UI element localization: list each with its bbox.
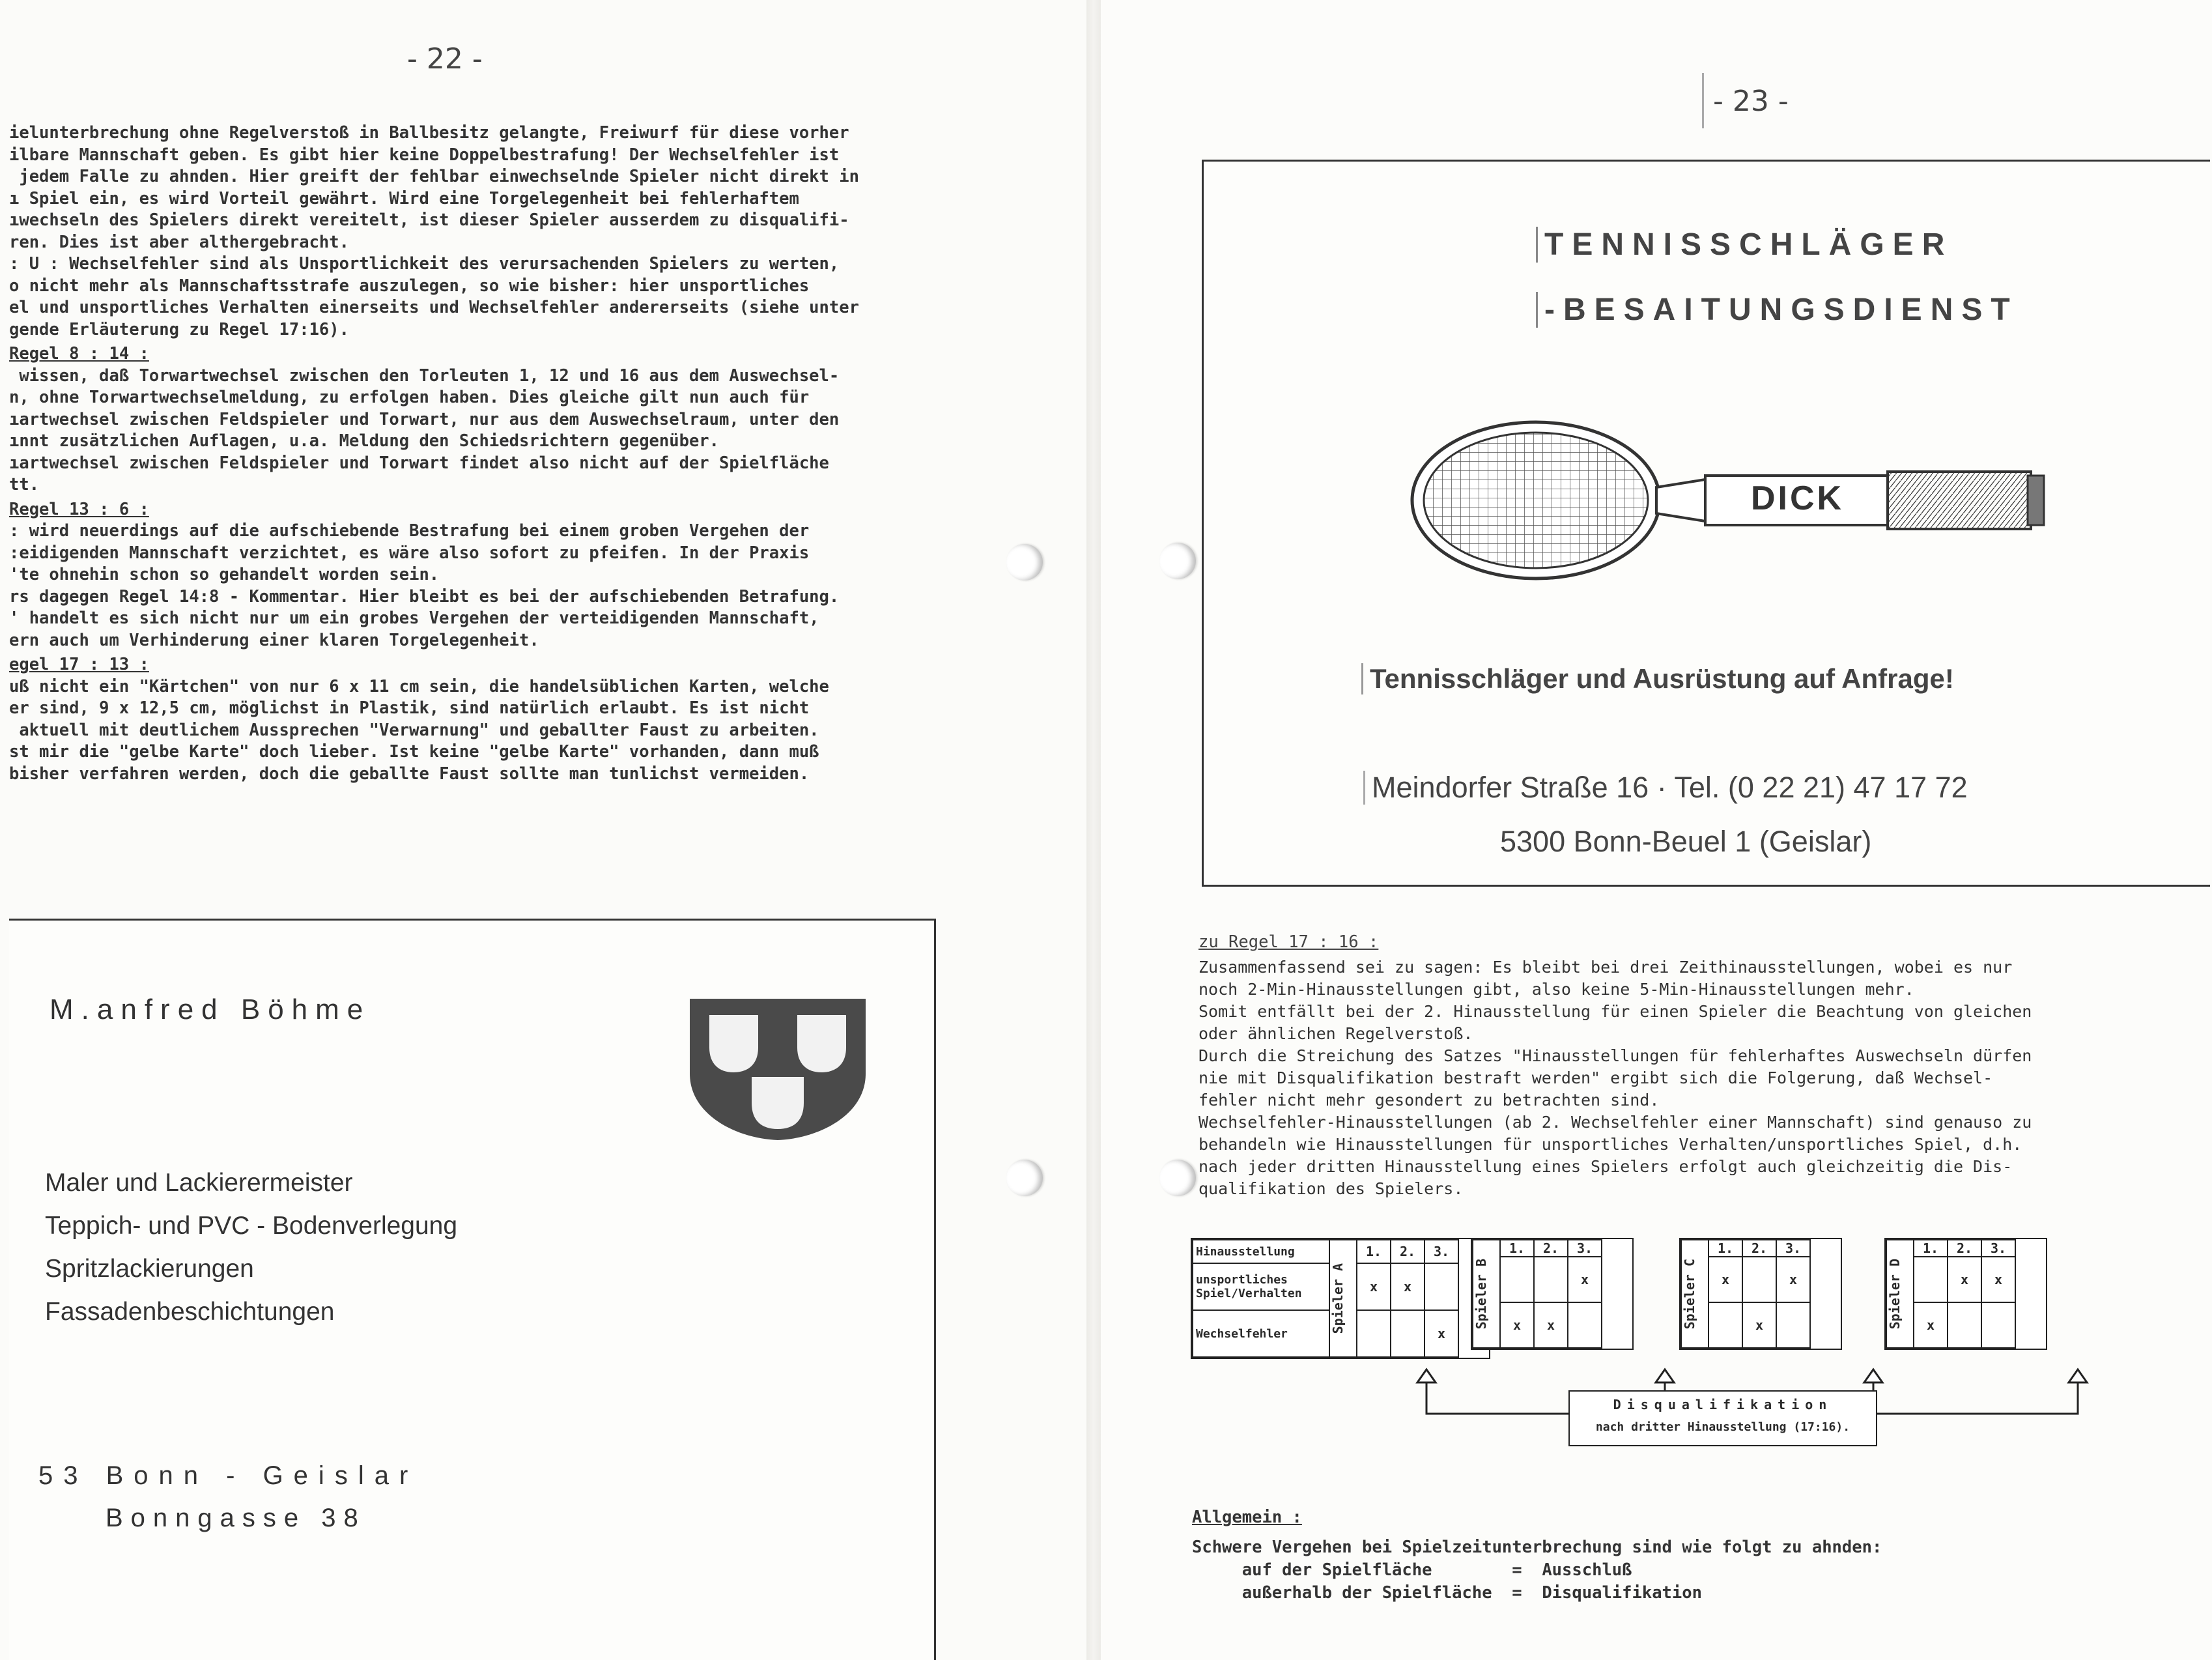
mark-cell <box>1948 1302 1981 1348</box>
right-page <box>1101 0 2212 1660</box>
mark-cell: x <box>1357 1263 1391 1310</box>
text-line: ıartwechsel zwischen Feldspieler und Torwart findet also nicht auf der Spielfläche <box>9 453 829 473</box>
column-header: 3. <box>1568 1240 1602 1257</box>
mark-cell: x <box>1391 1263 1425 1310</box>
text-line: 'te ohnehin schon so gehandelt worden sein. <box>9 565 440 584</box>
mark-cell <box>1709 1302 1742 1348</box>
column-header: 1. <box>1709 1240 1742 1257</box>
mark-cell <box>1425 1263 1458 1310</box>
mark-cell: x <box>1500 1302 1534 1348</box>
player-grid <box>1679 1238 1842 1350</box>
disqualification-box <box>1568 1390 1877 1446</box>
text-line: qualifikation des Spielers. <box>1198 1179 1464 1198</box>
advert-address: Meindorfer Straße 16 · Tel. (0 22 21) 47 17 72 <box>1363 771 1968 805</box>
pencil-mark <box>1702 73 1704 128</box>
mark-cell: x <box>1534 1302 1568 1348</box>
column-header: 1. <box>1357 1240 1391 1263</box>
text-line: n, ohne Torwartwechselmeldung, zu erfolgen haben. Dies gleiche gilt nun auch für <box>9 388 810 407</box>
player-grid <box>1884 1238 2047 1350</box>
coat-of-arms-icon <box>687 995 869 1142</box>
text-line: ilbare Mannschaft geben. Es gibt hier keine Doppelbestrafung! Der Wechselfehler ist <box>9 145 840 165</box>
text-line: Somit entfällt bei der 2. Hinausstellung für einen Spieler die Beachtung von gleichen <box>1198 1002 2032 1021</box>
mark-cell: x <box>1709 1257 1742 1302</box>
disqualification-diagram <box>1191 1238 2181 1453</box>
mark-cell <box>1568 1302 1602 1348</box>
player-name: Spieler D <box>1887 1258 1903 1330</box>
text-line: bisher verfahren werden, doch die geballte Faust sollte man tunlichst vermeiden. <box>9 764 810 784</box>
text-line: behandeln wie Hinausstellungen für unsportliches Verhalten/unsportliches Spiel, d.h. <box>1198 1135 2022 1154</box>
text-line: ' handelt es sich nicht nur um ein grobes Vergehen der verteidigenden Mannschaft, <box>9 608 819 628</box>
arrow-up-icon <box>1417 1369 1436 1382</box>
text-line: ern auch um Verhinderung einer klaren Torgelegenheit. <box>9 630 539 650</box>
text-line: rs dagegen Regel 14:8 - Kommentar. Hier bleibt es bei der aufschiebenden Betrafung. <box>9 586 840 607</box>
column-header: 3. <box>1425 1240 1458 1263</box>
arrow-up-icon <box>1864 1369 1882 1382</box>
right-body-text <box>1198 956 2032 1200</box>
text-line: : wird neuerdings auf die aufschiebende Bestrafung bei einem groben Vergehen der <box>9 521 810 541</box>
left-page <box>0 0 1086 1660</box>
column-header: 2. <box>1534 1240 1568 1257</box>
boehme-advert <box>9 919 936 1660</box>
box-subtitle: nach dritter Hinausstellung (17:16). <box>1595 1420 1850 1434</box>
punch-hole <box>1159 543 1196 579</box>
mark-cell <box>1914 1257 1948 1302</box>
column-header: 2. <box>1948 1240 1981 1257</box>
player-name: Spieler C <box>1682 1258 1697 1330</box>
text-line: oder ähnlichen Regelverstoß. <box>1198 1024 1473 1043</box>
left-body-text <box>9 122 859 785</box>
punch-hole <box>1006 1160 1043 1196</box>
punch-hole <box>1159 1160 1196 1196</box>
arrow-up-icon <box>2069 1369 2087 1382</box>
mark-cell: x <box>1776 1257 1810 1302</box>
text-line: ielunterbrechung ohne Regelverstoß in Ballbesitz gelangte, Freiwurf für diese vorher <box>9 123 849 143</box>
advert-title-1: TENNISSCHLÄGER <box>1536 227 1953 263</box>
column-header: 2. <box>1391 1240 1425 1263</box>
text-line: nie mit Disqualifikation bestraft werden" ergibt sich die Folgerung, daß Wechsel- <box>1198 1068 1993 1087</box>
row-label: Hinausstellung <box>1193 1240 1329 1263</box>
text-line: nach jeder dritten Hinausstellung eines Spielers erfolgt auch gleichzeitig die Dis- <box>1198 1157 2013 1176</box>
text-line: Regel 13 : 6 : <box>9 499 149 519</box>
player-name: Spieler B <box>1473 1258 1489 1330</box>
box-title: Disqualifikation <box>1613 1397 1833 1412</box>
tennis-racket-icon <box>1406 416 2057 585</box>
column-header: 2. <box>1742 1240 1776 1257</box>
service-item: Spritzlackierungen <box>45 1255 254 1283</box>
mark-cell <box>1981 1302 2015 1348</box>
arrow-up-icon <box>1656 1369 1674 1382</box>
page-gutter <box>1086 0 1101 1660</box>
column-header: 3. <box>1776 1240 1810 1257</box>
mark-cell: x <box>1425 1310 1458 1357</box>
row-label: Wechselfehler <box>1193 1310 1329 1357</box>
column-header: 1. <box>1914 1240 1948 1257</box>
text-line: jedem Falle zu ahnden. Hier greift der fehlbar einwechselnde Spieler nicht direkt in <box>9 167 859 186</box>
mark-cell: x <box>1914 1302 1948 1348</box>
text-line: st mir die "gelbe Karte" doch lieber. Ist keine "gelbe Karte" vorhanden, dann muß <box>9 742 819 762</box>
text-line: Regel 8 : 14 : <box>9 344 149 364</box>
mark-cell <box>1357 1310 1391 1357</box>
advert-title-2: -BESAITUNGSDIENST <box>1536 292 2019 328</box>
advert-street: Bonngasse 38 <box>106 1504 366 1532</box>
advert-name: M.anfred Böhme <box>50 994 371 1025</box>
text-line: gende Erläuterung zu Regel 17:16). <box>9 319 349 339</box>
service-item: Fassadenbeschichtungen <box>45 1298 335 1326</box>
allgemein-heading: Allgemein : <box>1192 1508 1302 1527</box>
advert-services <box>45 1162 457 1334</box>
text-line: aktuell mit deutlichem Aussprechen "Verwarnung" und geballter Faust zu arbeiten. <box>9 720 819 740</box>
section-heading: zu Regel 17 : 16 : <box>1198 932 1379 952</box>
allgemein-text <box>1192 1536 1882 1605</box>
text-line: er sind, 9 x 12,5 cm, möglichst in Plastik, sind natürlich erlaubt. Es ist nicht <box>9 698 810 718</box>
text-line: ıartwechsel zwischen Feldspieler und Torwart, nur aus dem Auswechselraum, unter den <box>9 409 840 429</box>
text-line: uß nicht ein "Kärtchen" von nur 6 x 11 cm sein, die handelsüblichen Karten, welche <box>9 676 829 696</box>
text-line: Durch die Streichung des Satzes "Hinausstellungen für fehlerhaftes Auswechseln dürfen <box>1198 1046 2032 1065</box>
service-item: Maler und Lackierermeister <box>45 1169 353 1197</box>
text-line: : U : Wechselfehler sind als Unsportlichkeit des verursachenden Spielers zu werten, <box>9 254 840 274</box>
mark-cell: x <box>1948 1257 1981 1302</box>
mark-cell <box>1742 1257 1776 1302</box>
text-line: ınnt zusätzlichen Auflagen, u.a. Meldung den Schiedsrichtern gegenüber. <box>9 431 720 451</box>
mark-cell <box>1391 1310 1425 1357</box>
mark-cell <box>1500 1257 1534 1302</box>
player-grid <box>1191 1238 1490 1359</box>
text-line: ı Spiel ein, es wird Vorteil gewährt. Wird eine Torgelegenheit bei fehlerhaftem <box>9 188 799 208</box>
advert-city: 53 Bonn - Geislar <box>38 1461 419 1490</box>
mark-cell <box>1776 1302 1810 1348</box>
tennis-advert <box>1202 160 2210 887</box>
text-line: ren. Dies ist aber althergebracht. <box>9 232 349 252</box>
text-line: ıwechseln des Spielers direkt vereitelt, ist dieser Spieler ausserdem zu disqualifi- <box>9 210 849 230</box>
column-header: 1. <box>1500 1240 1534 1257</box>
text-line: Zusammenfassend sei zu sagen: Es bleibt bei drei Zeithinausstellungen, wobei es nur <box>1198 958 2013 977</box>
page-number-left: - 22 - <box>407 42 483 76</box>
text-line: o nicht mehr als Mannschaftsstrafe auszulegen, so wie bisher: hier unsportliches <box>9 276 810 296</box>
text-line: Wechselfehler-Hinausstellungen (ab 2. Wechselfehler einer Mannschaft) sind genauso zu <box>1198 1113 2032 1132</box>
player-name: Spieler A <box>1330 1263 1346 1334</box>
row-label: unsportliches Spiel/Verhalten <box>1193 1263 1329 1310</box>
advert-city-line: 5300 Bonn-Beuel 1 (Geislar) <box>1500 825 1872 858</box>
racket-brand-label: DICK <box>1751 479 1845 517</box>
text-line: fehler nicht mehr gesondert zu betrachten sind. <box>1198 1091 1660 1109</box>
mark-cell: x <box>1568 1257 1602 1302</box>
service-item: Teppich- und PVC - Bodenverlegung <box>45 1212 458 1240</box>
advert-tagline: Tennisschläger und Ausrüstung auf Anfrage! <box>1361 663 1954 694</box>
text-line: wissen, daß Torwartwechsel zwischen den Torleuten 1, 12 und 16 aus dem Auswechsel- <box>9 365 840 386</box>
text-line: außerhalb der Spielfläche = Disqualifikation <box>1192 1583 1702 1603</box>
mark-cell: x <box>1742 1302 1776 1348</box>
mark-cell: x <box>1981 1257 2015 1302</box>
column-header: 3. <box>1981 1240 2015 1257</box>
mark-cell <box>1534 1257 1568 1302</box>
page-number-right: - 23 - <box>1713 85 1789 118</box>
text-line: noch 2-Min-Hinausstellungen gibt, also keine 5-Min-Hinausstellungen mehr. <box>1198 980 1914 999</box>
punch-hole <box>1006 544 1043 580</box>
text-line: egel 17 : 13 : <box>9 655 149 674</box>
text-line: Schwere Vergehen bei Spielzeitunterbrechung sind wie folgt zu ahnden: <box>1192 1538 1882 1557</box>
player-grid <box>1471 1238 1634 1350</box>
text-line: el und unsportliches Verhalten einerseits und Wechselfehler andererseits (siehe unter <box>9 298 859 317</box>
text-line: :eidigenden Mannschaft verzichtet, es wäre also sofort zu pfeifen. In der Praxis <box>9 543 810 563</box>
text-line: tt. <box>9 475 40 494</box>
text-line: auf der Spielfläche = Ausschluß <box>1192 1560 1632 1580</box>
